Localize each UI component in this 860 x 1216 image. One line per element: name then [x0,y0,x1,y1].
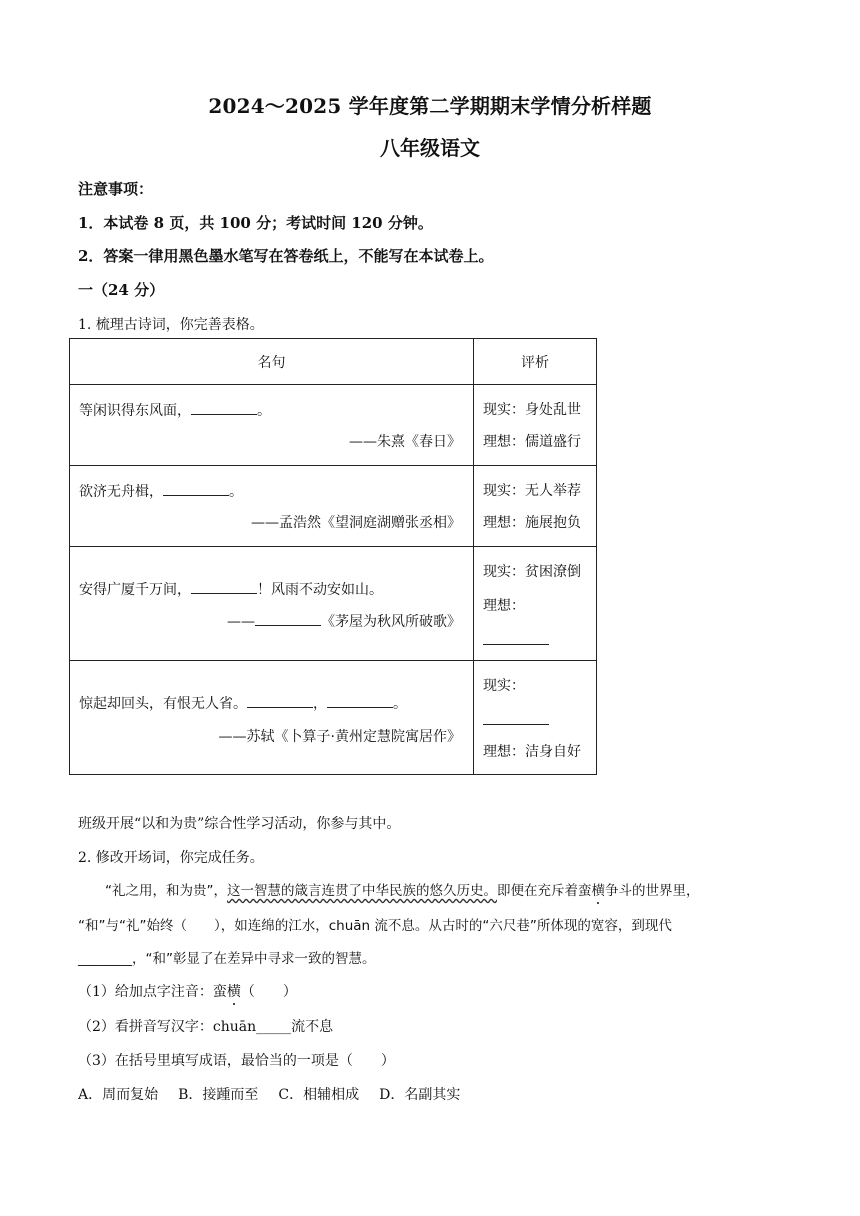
quote-text: ！风雨不动安如山。 [257,582,383,598]
table-row [70,547,597,661]
exam-title: 2024～2025 学年度第二学期期末学情分析样题 [208,94,652,118]
table-row [70,385,597,466]
eval-ideal: 理想：洁身自好 [483,744,581,760]
source-title: 《茅屋为秋风所破歌》 [321,614,461,630]
passage-line-2: “和”与“礼”始终（ ），如连绵的江水，chuān 流不息。从古时的“六尺巷”所体现的宽容，到现代 [78,918,672,934]
quote-text: 。 [393,696,407,712]
poem-table [69,338,597,775]
answer-blank [483,629,549,645]
quote-source: ——苏轼《卜算子·黄州定慧院寓居作》 [218,729,461,745]
eval-cell [474,547,597,661]
eval-cell [474,661,597,775]
answer-blank [191,578,257,594]
table-header-row [70,339,597,385]
option-a: A．周而复始 [78,1087,159,1103]
col-header-eval: 评析 [474,339,597,385]
quote-line [79,692,407,713]
answer-blank [247,692,313,708]
quote-source: ——孟浩然《望洞庭湖赠张丞相》 [251,515,461,531]
eval-reality: 现实： [483,678,525,694]
dotted-char: 横 [226,984,241,1000]
notice-item-1: 1．本试卷 8 页，共 100 分；考试时间 120 分钟。 [78,214,433,232]
quote-text: 欲济无舟楫， [79,484,163,500]
eval-reality: 现实：身处乱世 [483,402,581,418]
answer-blank [191,399,257,415]
quote-cell [70,385,474,466]
passage-line-3: ________，“和”彰显了在差异中寻求一致的智慧。 [78,951,376,967]
quote-text: 等闲识得东风面， [79,403,191,419]
eval-ideal: 理想：施展抱负 [483,515,581,531]
answer-blank [327,692,393,708]
passage-text: “礼之用，和为贵”， [105,883,227,899]
subquestion-text: （1）给加点字注音：蛮 [78,984,227,1000]
quote-text: 。 [229,484,243,500]
table-row [70,466,597,547]
subquestion-2: （2）看拼音写汉字：chuān_____流不息 [78,1019,334,1035]
eval-reality: 现实：无人举荐 [483,483,581,499]
subquestion-1 [78,981,297,1001]
passage-line-1 [78,879,783,899]
eval-reality: 现实：贫困潦倒 [483,564,581,580]
quote-cell [70,547,474,661]
source-dash: —— [227,614,255,630]
option-c: C．相辅相成 [278,1087,360,1103]
quote-cell [70,466,474,547]
option-d: D．名副其实 [379,1087,461,1103]
eval-ideal: 理想：儒道盛行 [483,434,581,450]
quote-text: ， [313,696,327,712]
quote-line [79,480,243,501]
question-1: 1. 梳理古诗词，你完善表格。 [78,317,264,333]
eval-cell [474,466,597,547]
passage-text: 争斗的世界里， [605,883,700,899]
passage-text: 即便在充斥着蛮 [497,883,592,899]
answer-blank [163,480,229,496]
option-b: B．接踵而至 [178,1087,259,1103]
author-blank [255,610,321,626]
notice-item-2: 2．答案一律用黑色墨水笔写在答卷纸上，不能写在本试卷上。 [78,247,494,265]
eval-ideal: 理想： [483,598,525,614]
eval-blank [483,709,549,729]
quote-source: ——朱熹《春日》 [349,434,461,450]
table-row [70,661,597,775]
notice-heading: 注意事项： [78,180,154,198]
section-heading: 一（24 分） [78,281,165,299]
wavy-underlined-sentence: 这一智慧的箴言连贯了中华民族的悠久历史。 [227,883,497,899]
dotted-char: 横 [591,883,605,899]
quote-text: 惊起却回头，有恨无人省。 [79,696,247,712]
answer-blank [483,709,549,725]
quote-text: 安得广厦千万间， [79,582,191,598]
subquestion-text: （ ） [240,984,297,1000]
answer-options [78,1084,460,1104]
quote-line [79,399,271,420]
quote-source [227,610,461,631]
exam-subtitle: 八年级语文 [380,136,480,160]
subquestion-3: （3）在括号里填写成语，最恰当的一项是（ ） [78,1053,395,1069]
eval-cell [474,385,597,466]
quote-line [79,578,383,599]
activity-intro: 班级开展“以和为贵”综合性学习活动，你参与其中。 [78,816,401,832]
quote-text: 。 [257,403,271,419]
quote-cell [70,661,474,775]
col-header-quote: 名句 [70,339,474,385]
eval-blank [483,629,549,649]
question-2: 2. 修改开场词，你完成任务。 [78,850,264,866]
